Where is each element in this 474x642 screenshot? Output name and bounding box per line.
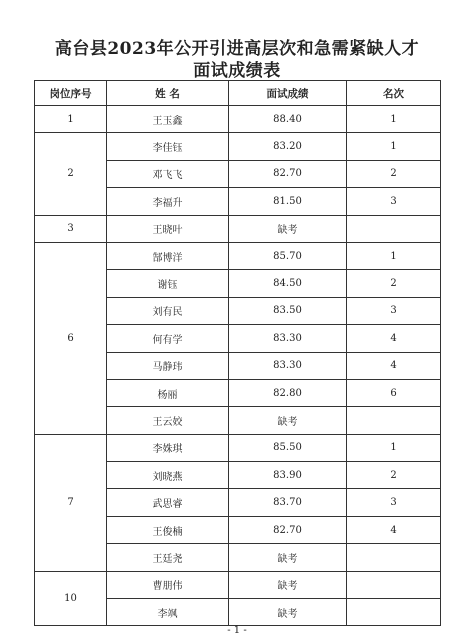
rank-cell <box>347 544 441 571</box>
name-cell: 李飒 <box>107 599 229 626</box>
name-cell: 刘有民 <box>107 297 229 324</box>
score-cell: 缺考 <box>229 544 347 571</box>
rank-cell: 3 <box>347 188 441 215</box>
score-cell: 81.50 <box>229 188 347 215</box>
header-score: 面试成绩 <box>229 81 347 106</box>
name-cell: 王玉鑫 <box>107 106 229 133</box>
document-title: 高台县2023年公开引进高层次和急需紧缺人才 <box>54 39 420 59</box>
table-row <box>35 106 441 133</box>
score-cell: 82.70 <box>229 160 347 187</box>
score-cell: 88.40 <box>229 106 347 133</box>
score-cell: 83.70 <box>229 489 347 516</box>
score-cell: 82.80 <box>229 379 347 406</box>
name-cell: 邓飞飞 <box>107 160 229 187</box>
rank-cell: 3 <box>347 297 441 324</box>
table-row <box>35 215 441 242</box>
rank-cell: 1 <box>347 133 441 160</box>
name-cell: 王晓叶 <box>107 215 229 242</box>
post-number-cell: 2 <box>35 133 107 215</box>
rank-cell <box>347 407 441 434</box>
score-cell: 83.50 <box>229 297 347 324</box>
rank-cell: 1 <box>347 434 441 461</box>
score-cell: 缺考 <box>229 599 347 626</box>
score-cell: 83.90 <box>229 462 347 489</box>
rank-cell: 4 <box>347 352 441 379</box>
header-rank: 名次 <box>347 81 441 106</box>
name-cell: 李佳钰 <box>107 133 229 160</box>
header-name: 姓 名 <box>107 81 229 106</box>
rank-cell: 6 <box>347 379 441 406</box>
name-cell: 李姝琪 <box>107 434 229 461</box>
rank-cell: 2 <box>347 160 441 187</box>
name-cell: 李福升 <box>107 188 229 215</box>
name-cell: 杨丽 <box>107 379 229 406</box>
score-cell: 84.50 <box>229 270 347 297</box>
score-cell: 85.50 <box>229 434 347 461</box>
score-cell: 缺考 <box>229 571 347 598</box>
header-post: 岗位序号 <box>35 81 107 106</box>
rank-cell: 4 <box>347 516 441 543</box>
rank-cell: 1 <box>347 106 441 133</box>
score-cell: 83.30 <box>229 352 347 379</box>
name-cell: 谢钰 <box>107 270 229 297</box>
name-cell: 曹朋伟 <box>107 571 229 598</box>
score-cell: 82.70 <box>229 516 347 543</box>
name-cell: 王廷尧 <box>107 544 229 571</box>
post-number-cell: 6 <box>35 242 107 434</box>
rank-cell <box>347 599 441 626</box>
post-number-cell: 3 <box>35 215 107 242</box>
document-subtitle: 面试成绩表 <box>193 61 281 81</box>
name-cell: 王俊楠 <box>107 516 229 543</box>
table-row <box>35 571 441 598</box>
table-row <box>35 133 441 160</box>
page-number: - 1 - <box>227 625 247 636</box>
name-cell: 武思睿 <box>107 489 229 516</box>
name-cell: 郜博洋 <box>107 242 229 269</box>
post-number-cell: 10 <box>35 571 107 626</box>
rank-cell <box>347 571 441 598</box>
table-body <box>35 106 441 626</box>
table-header-row <box>35 81 441 106</box>
name-cell: 何有学 <box>107 325 229 352</box>
rank-cell: 1 <box>347 242 441 269</box>
post-number-cell: 1 <box>35 106 107 133</box>
post-number-cell: 7 <box>35 434 107 571</box>
table-row <box>35 242 441 269</box>
rank-cell: 2 <box>347 462 441 489</box>
score-cell: 85.70 <box>229 242 347 269</box>
score-cell: 83.20 <box>229 133 347 160</box>
score-cell: 缺考 <box>229 407 347 434</box>
score-cell: 缺考 <box>229 215 347 242</box>
score-cell: 83.30 <box>229 325 347 352</box>
rank-cell <box>347 215 441 242</box>
name-cell: 刘晓燕 <box>107 462 229 489</box>
name-cell: 王云姣 <box>107 407 229 434</box>
table-row <box>35 434 441 461</box>
rank-cell: 2 <box>347 270 441 297</box>
rank-cell: 3 <box>347 489 441 516</box>
score-table <box>34 80 441 626</box>
rank-cell: 4 <box>347 325 441 352</box>
name-cell: 马静玮 <box>107 352 229 379</box>
